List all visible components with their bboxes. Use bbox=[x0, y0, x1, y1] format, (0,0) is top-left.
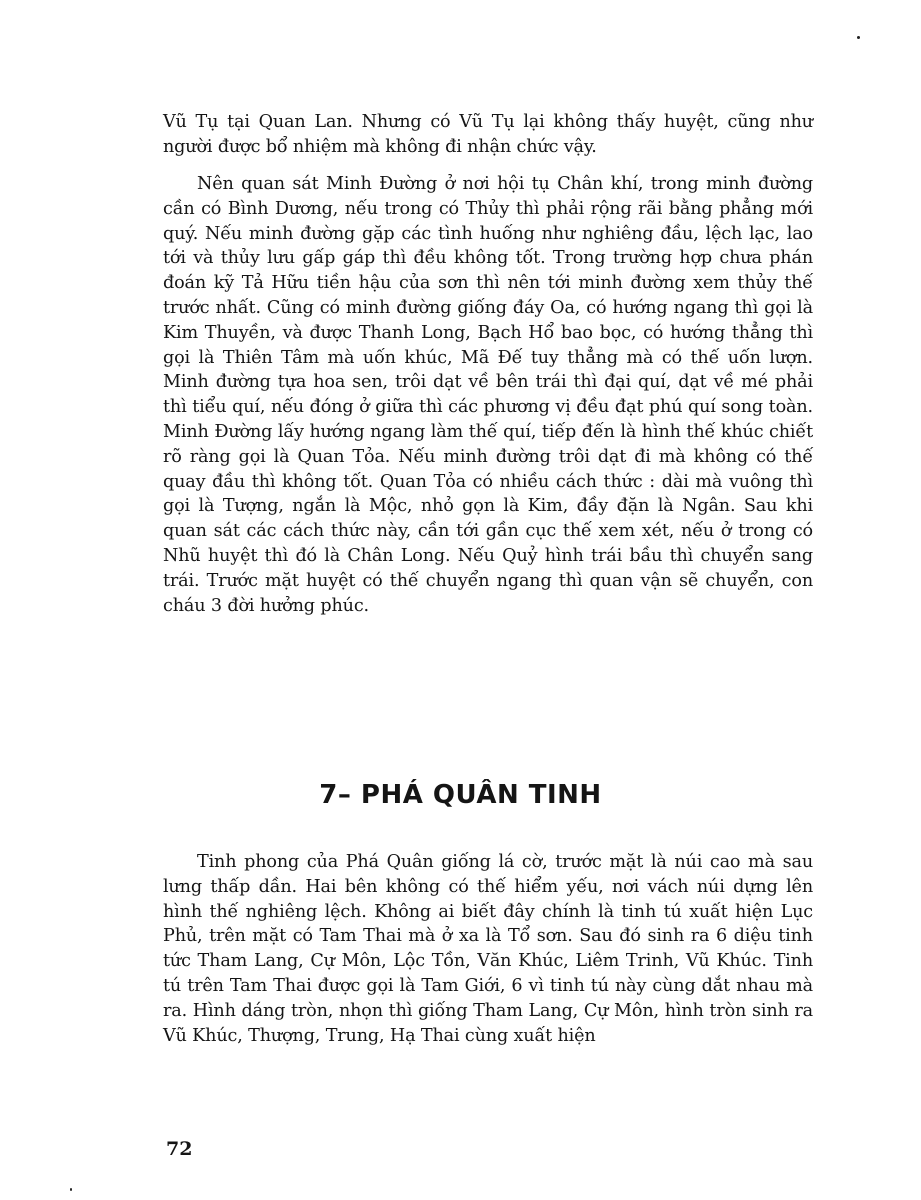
pha-quan-paragraph bbox=[163, 850, 813, 1048]
scan-speck bbox=[70, 1188, 72, 1191]
minh-duong-paragraph bbox=[163, 172, 813, 618]
continued-paragraph bbox=[163, 110, 813, 160]
paragraph-text: Tinh phong của Phá Quân giống lá cờ, trước mặt là núi cao mà sau lưng thấp dần. Hai bên không có thế hiểm yếu, nơi vách núi dựng lên hình thế nghiêng lệch. Không ai biết đây chính là tinh tú xuất hiện Lục Phủ, trên mặt có Tam Thai mà ở xa là Tổ sơn. Sau đó sinh ra 6 diệu tinh tức Tham Lang, Cự Môn, Lộc Tồn, Văn Khúc, Liêm Trinh, Vũ Khúc. Tinh tú trên Tam Thai được gọi là Tam Giới, 6 vì tinh tú này cùng dắt nhau mà ra. Hình dáng tròn, nhọn thì giống Tham Lang, Cự Môn, hình tròn sinh ra Vũ Khúc, Thượng, Trung, Hạ Thai cùng xuất hiện bbox=[163, 852, 813, 1046]
section-heading: 7– PHÁ QUÂN TINH bbox=[319, 780, 602, 810]
page-number: 72 bbox=[166, 1138, 193, 1160]
paragraph-text: Vũ Tụ tại Quan Lan. Nhưng có Vũ Tụ lại không thấy huyệt, cũng như người được bổ nhiệm mà không đi nhận chức vậy. bbox=[163, 112, 813, 157]
paragraph-text: Nên quan sát Minh Đường ở nơi hội tụ Chân khí, trong minh đường cần có Bình Dương, nếu trong có Thủy thì phải rộng rãi bằng phẳng mới quý. Nếu minh đường gặp các tình huống như nghiêng đầu, lệch lạc, lao tới và thủy lưu gấp gáp thì đều không tốt. Trong trường hợp chưa phán đoán kỹ Tả Hữu tiền hậu của sơn thì nên tới minh đường xem thủy thế trước nhất. Cũng có minh đường giống đáy Oa, có hướng ngang thì gọi là Kim Thuyền, và được Thanh Long, Bạch Hổ bao bọc, có hướng thẳng thì gọi là Thiên Tâm mà uốn khúc, Mã Đế tuy thẳng mà có thế uốn lượn. Minh đường tựa hoa sen, trôi dạt về bên trái thì đại quí, dạt về mé phải thì tiểu quí, nếu đóng ở giữa thì các phương vị đều đạt phú quí song toàn. Minh Đường lấy hướng ngang làm thế quí, tiếp đến là hình thế khúc chiết rõ ràng gọi là Quan Tỏa. Nếu minh đường trôi dạt đi mà không có thế quay đầu thì không tốt. Quan Tỏa có nhiều cách thức : dài mà vuông thì gọi là Tượng, ngắn là Mộc, nhỏ gọn là Kim, đầy đặn là Ngân. Sau khi quan sát các cách thức này, cần tới gần cục thế xem xét, nếu ở trong có Nhũ huyệt thì đó là Chân Long. Nếu Quỷ hình trái bầu thì chuyển sang trái. Trước mặt huyệt có thế chuyển ngang thì quan vận sẽ chuyển, con cháu 3 đời hưởng phúc. bbox=[163, 174, 813, 616]
scan-speck bbox=[857, 36, 860, 39]
